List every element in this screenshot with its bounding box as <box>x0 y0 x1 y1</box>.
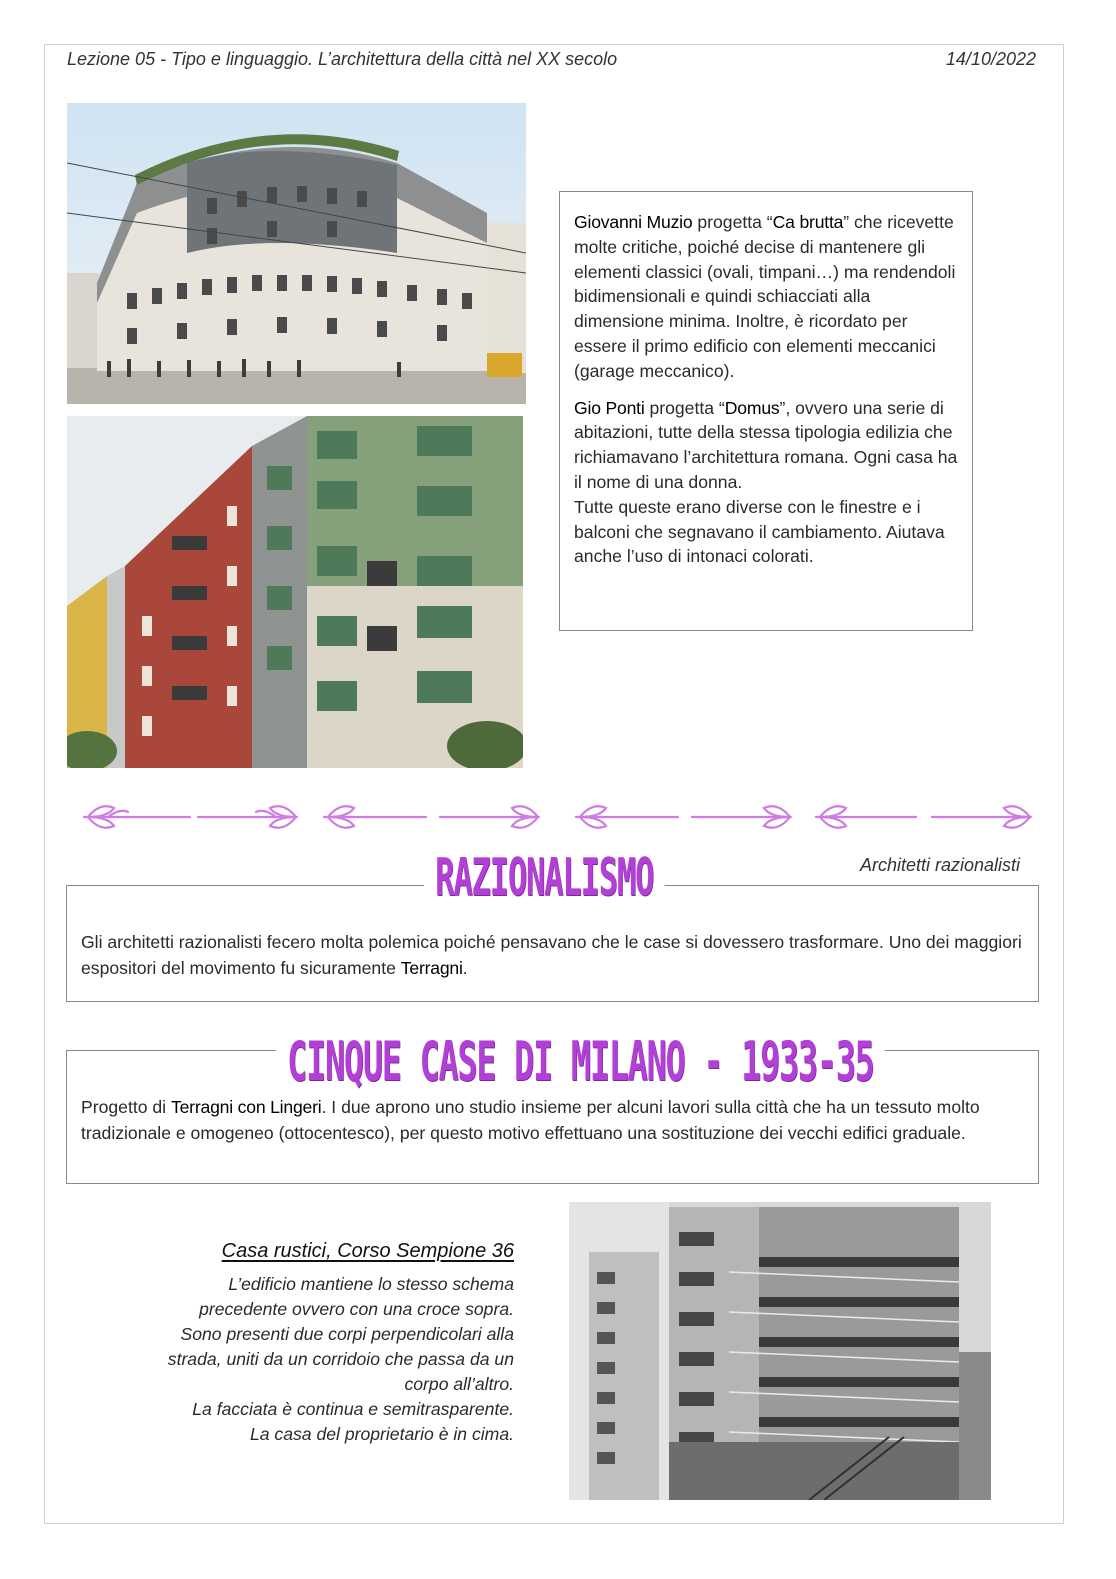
architect-name: Gio Ponti <box>574 397 645 418</box>
architect-name: Terragni <box>400 957 463 978</box>
leaf-ornament-icon <box>816 806 916 827</box>
cinque-case-paragraph: Progetto di Terragni con Lingeri. I due aprono uno studio insieme per alcuni lavori sulla città che ha un tessuto molto tradizionale e omogeneo (ottocentesco), per questo motivo effettuano una sostituzione dei vecchi edifici graduale. <box>81 1097 980 1143</box>
description-line: L’edificio mantiene lo stesso schema <box>228 1274 514 1294</box>
colors-paragraph: Tutte queste erano diverse con le finestre e i balconi che segnavano il cambiamento. Aiutava anche l’uso di intonaci colorati. <box>574 496 945 567</box>
razionalismo-title: RAZIONALISMO <box>424 848 664 908</box>
building-name: Ca brutta <box>772 212 844 232</box>
photo-ca-brutta <box>67 103 526 404</box>
description-line: corpo all’altro. <box>404 1374 514 1394</box>
leaf-ornament-icon <box>198 806 296 827</box>
description-line: precedente ovvero con una croce sopra. <box>199 1299 514 1319</box>
leaf-divider <box>80 794 1036 840</box>
building-name: Domus <box>724 397 780 418</box>
casa-rustici-title: Casa rustici, Corso Sempione 36 <box>221 1240 514 1262</box>
lecture-title: Lezione 05 - Tipo e linguaggio. L’architettura della città nel XX secolo <box>67 49 618 69</box>
description-line: Sono presenti due corpi perpendicolari alla <box>180 1324 514 1344</box>
description-line: strada, uniti da un corridoio che passa da un <box>167 1349 514 1369</box>
cinque-case-title: CINQUE CASE DI MILANO - 1933-35 <box>276 1030 885 1093</box>
photo-domus <box>67 416 523 768</box>
architect-name: Terragni con Lingeri <box>170 1097 322 1117</box>
muzio-paragraph: Giovanni Muzio progetta “Ca brutta” che ricevette molte critiche, poiché decise di mantenere gli elementi classici (ovali, timpani…) ma rendendoli bidimensionali e quindi schiacciati alla dimensione minima. Inoltre, è ricordato per essere il primo edificio con elementi meccanici (garage meccanico). <box>574 212 956 381</box>
razionalismo-paragraph: Gli architetti razionalisti fecero molta polemica poiché pensavano che le case si dovessero trasformare. Uno dei maggiori espositori del movimento fu sicuramente Terragni. <box>81 932 1022 978</box>
leaf-ornament-icon <box>324 806 426 827</box>
muzio-ponti-box <box>559 191 973 631</box>
razionalismo-subtitle: Architetti razionalisti <box>859 855 1020 875</box>
photo-casa-rustici <box>569 1202 991 1500</box>
leaf-ornament-icon <box>692 806 790 827</box>
lecture-date: 14/10/2022 <box>945 49 1036 69</box>
leaf-ornament-icon <box>576 806 678 827</box>
ponti-paragraph: Gio Ponti progetta “Domus”, ovvero una serie di abitazioni, tutte della stessa tipologia edilizia che richiamavano l’architettura romana. Ogni casa ha il nome di una donna. <box>574 397 958 492</box>
leaf-ornament-icon <box>932 806 1030 827</box>
leaf-ornament-icon <box>440 806 538 827</box>
description-line: La facciata è continua e semitrasparente. <box>192 1399 514 1419</box>
casa-rustici-description <box>110 1272 514 1447</box>
description-line: La casa del proprietario è in cima. <box>249 1424 514 1444</box>
leaf-ornament-icon <box>84 806 190 827</box>
architect-name: Giovanni Muzio <box>574 212 693 232</box>
